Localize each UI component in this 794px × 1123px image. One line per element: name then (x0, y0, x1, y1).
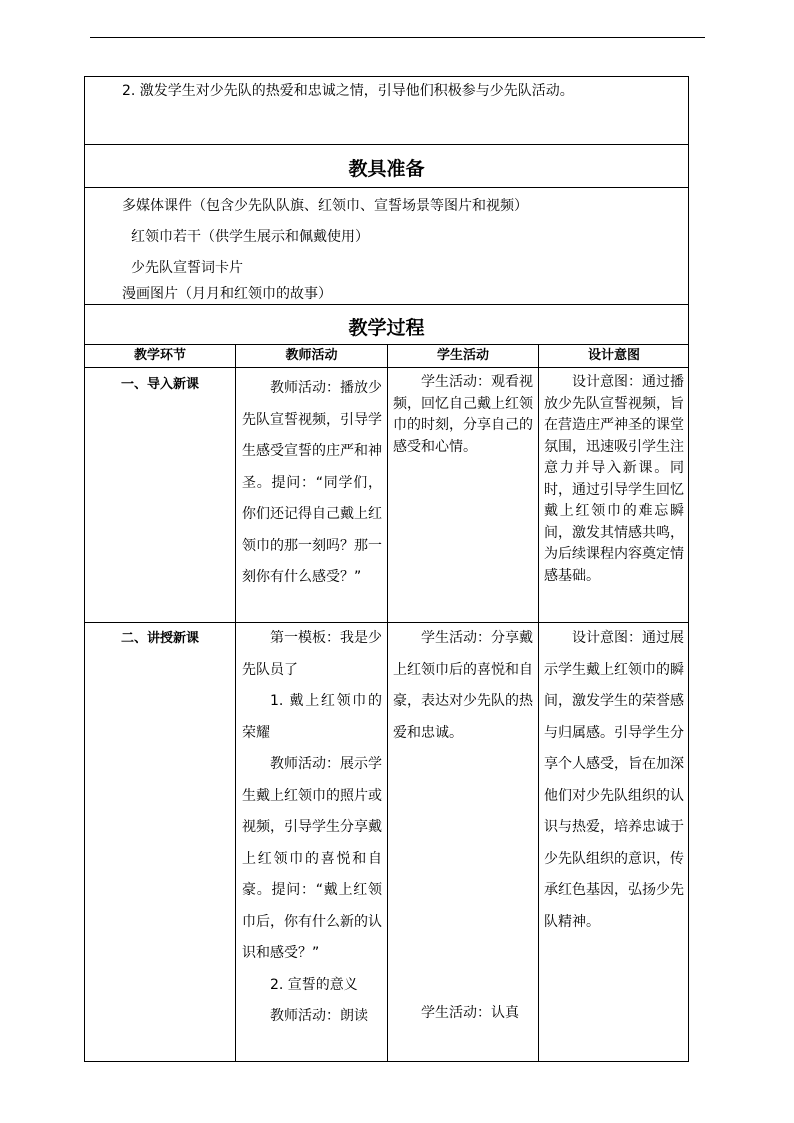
teacher-activity: 教师活动：播放少先队宣誓视频，引导学生感受宣誓的庄严和神圣。提问：“同学们，你们还记得自己戴上红领巾的那一刻吗？那一刻你有什么感受？” (242, 380, 382, 585)
header-stage: 教学环节 (133, 348, 186, 363)
student-activity: 学生活动：分享戴上红领巾后的喜悦和自豪，表达对少先队的热爱和忠诚。 (393, 630, 533, 741)
objectives-row (85, 77, 688, 145)
header-student: 学生活动 (436, 348, 489, 363)
objective-item-2: 2. 激发学生对少先队的热爱和忠诚之情，引导他们积极参与少先队活动。 (122, 83, 574, 99)
header-teacher: 教师活动 (285, 348, 338, 363)
student-activity: 学生活动：观看视频，回忆自己戴上红领巾的时刻，分享自己的感受和心情。 (393, 374, 533, 455)
lesson-plan-table (84, 76, 689, 1062)
material-item: 多媒体课件（包含少先队队旗、红领巾、宣誓场景等图片和视频） (122, 198, 528, 214)
materials-row (85, 188, 688, 305)
page-header-rule (90, 37, 705, 38)
stage-label: 二、讲授新课 (121, 631, 200, 646)
material-item: 红领巾若干（供学生展示和佩戴使用） (131, 229, 369, 245)
design-intent: 设计意图：通过展示学生戴上红领巾的瞬间，激发学生的荣誉感与归属感。引导学生分享个人感受，旨在加深他们对少先队组织的认识与热爱，培养忠诚于少先队组织的意识，传承红色基因，弘扬少先队精神。 (544, 630, 684, 930)
process-title-row (85, 305, 688, 345)
material-item: 少先队宣誓词卡片 (131, 260, 243, 276)
teacher-activity: 第一模板：我是少先队员了 1. 戴上红领巾的荣耀 教师活动：展示学生戴上红领巾的照片或视频，引导学生分享戴上红领巾的喜悦和自豪。提问：“戴上红领巾后，你有什么新的认识和感受？” 2. 宣誓的意义 教师活动：朗读 (242, 630, 382, 1024)
process-grid (85, 345, 688, 1061)
header-intent: 设计意图 (587, 348, 640, 363)
stage-label: 一、导入新课 (121, 377, 200, 392)
student-activity: 学生活动：认真 (421, 1005, 519, 1021)
material-item: 漫画图片（月月和红领巾的故事） (122, 286, 332, 302)
design-intent: 设计意图：通过播放少先队宣誓视频，旨在营造庄严神圣的课堂氛围，迅速吸引学生注意力并导入新课。同时，通过引导学生回忆戴上红领巾的难忘瞬间，激发其情感共鸣，为后续课程内容奠定情感基础。 (544, 374, 684, 584)
process-title: 教学过程 (348, 317, 425, 339)
materials-title-row (85, 145, 688, 188)
materials-title: 教具准备 (348, 158, 425, 180)
